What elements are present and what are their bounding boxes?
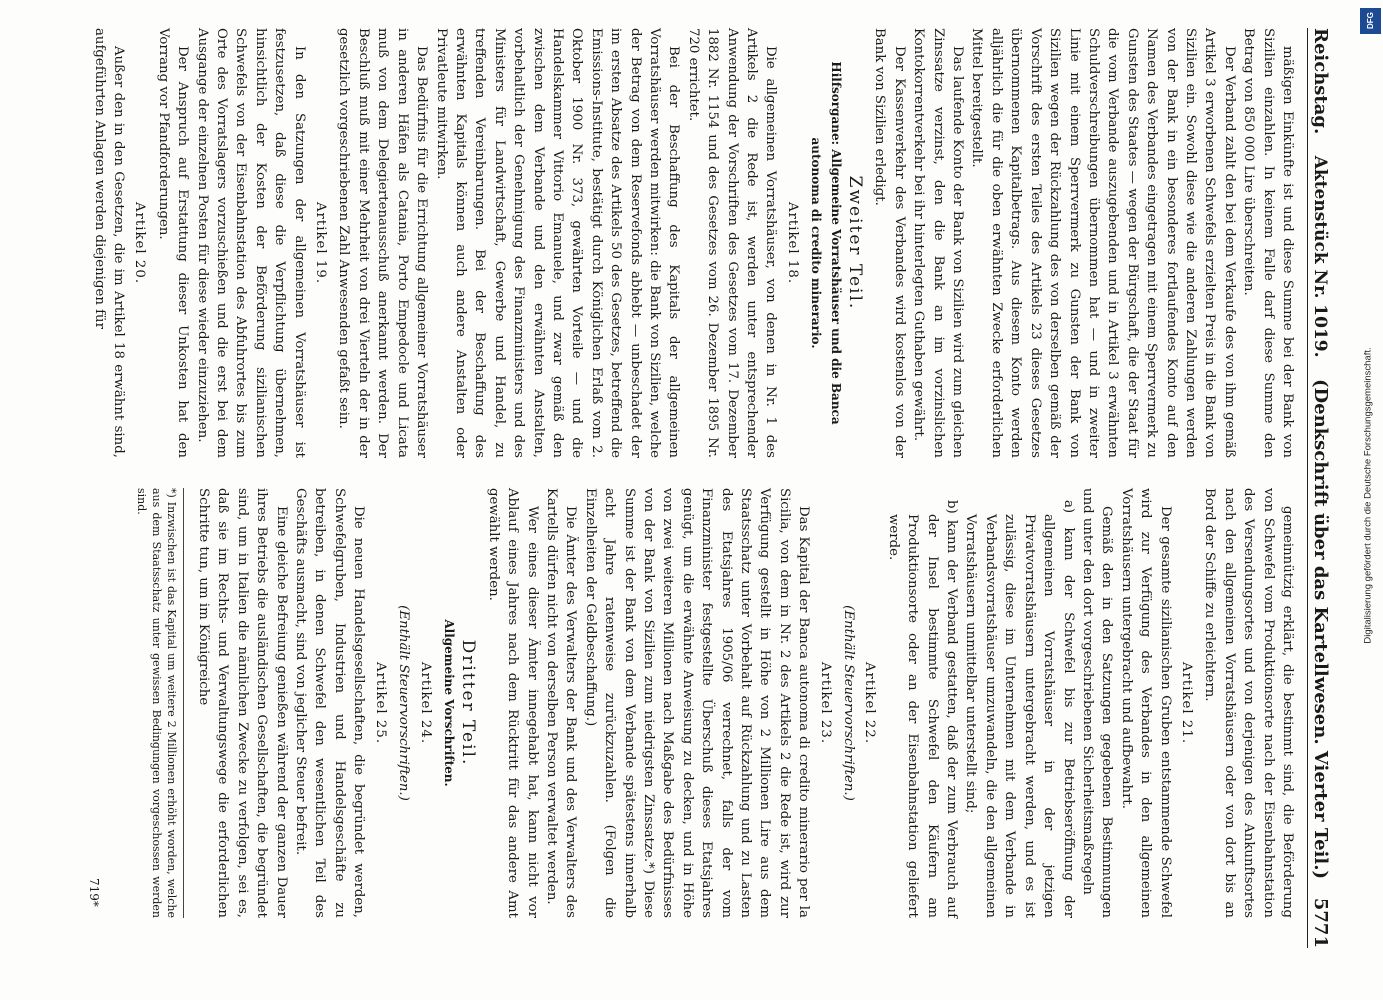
header-center: Aktenstück Nr. 1019. (1310, 155, 1330, 358)
paragraph: Bei der Beschaffung des Kapitals der allgemeinen Vorratshäuser werden mitwirken: die Bank von Sizilien, welche der Betrag von dem Reservefonds abhebt — unbeschadet der im ersten Absatze des Artikels 50 des Gesetzes, betreffend die Emissions-Institute, bestätigt durch Königlichen Erlaß vom 2. Oktober 1900 Nr. 373, gewährten Vorteile — und die Handelskammer Vittorio Emanuele, und zwar gemäß den zwischen dem Verbande und den erwähnten Anstalten, vorbehaltlich der Genehmigung des Finanzministers und des Ministers für Landwirtschaft, Gewerbe und Handel, zu treffenden Vereinbarungen. Bei der Beschaffung des erwähnten Kapitals können auch andere Anstalten oder Privatleute mitwirken. (433, 28, 682, 458)
paragraph: In den Satzungen der allgemeinen Vorratshäuser ist festzusetzen, daß diese die Verpflichtung übernehmen, hinsichtlich der Kosten der Beförderung sizilianischen Schwefels von der Eisenbahnstation des Abfuhrortes bis zum Orte des Vorratslagers vorzuschießen und die erst bei dem Ausgange der einzelnen Posten für diese wieder einzuziehen. (194, 28, 307, 458)
paragraph: Der Verband zahlt den bei dem Verkaufe des von ihm gemäß Artikel 3 erworbenen Schwefels erzielten Preis in die Bank von Sizilien ein. Sowohl diese wie die anderen Zahlungen werden von der Bank in ein besonderes fortlaufendes Konto auf den Namen des Verbandes eingetragen mit einem Sperrvermerk zu Gunsten des Staates — wegen der Bürgschaft, die der Staat für die vom Verbande auszugebenden und in Artikel 3 erwähnten Schuldverschreibungen übernommen hat — und in zweiter Linie mit einem Sperrvermerk zu Gunsten der Bank von Sizilien wegen der Rückzahlung des von derselben gemäß der Vorschrift des ersten Teiles des Artikels 23 dieses Gesetzes übernommenen Kapitalbetrags. Aus diesem Konto werden alljährlich die für die oben erwähnten Zwecke erforderlichen Mittel bereitgestellt. (969, 28, 1237, 458)
article-note: (Enthält Steuervorschriften.) (396, 605, 412, 801)
digitization-note: Digitalisierung gefördert durch die Deutsche Forschungsgemeinschaft. (1362, 347, 1374, 644)
paragraph: Wer eines dieser Ämter innegehabt hat, kann nicht vor Ablauf eines Jahres nach dem Rücktritt für das andere Amt gewählt werden. (485, 488, 540, 918)
paragraph: Der gesamte sizilianischen Gruben entstammende Schwefel wird zur Verfügung des Verbandes in den allgemeinen Vorratshäusern untergebracht und aufbewahrt. (1118, 488, 1173, 918)
rotated-page-content (61, 28, 1341, 948)
page-header (1307, 28, 1341, 948)
article-heading: Artikel 21. (1178, 661, 1194, 745)
paragraph: Eine gleiche Befreiung genießen während der ganzen Dauer ihres Betriebs die ausländischen Gesellschaften, die begründet sind, um in Italien die nämlichen Zwecke zu verfolgen, sei es, daß sie im Rechts- und Verwaltungswege die erforderlichen Schritte tun, um im Königreiche (196, 488, 289, 918)
article-heading: Artikel 20. (132, 201, 148, 285)
paragraph: Das laufende Konto der Bank von Sizilien wird zum gleichen Zinssatze verzinst, den die Bank an im vorzinslichen Kontokorrentverkehr bei ihr hinterlegten Guthaben gewährt. (911, 28, 966, 458)
paragraph: mäßigen Einkünfte ist und diese Summe bei der Bank von Sizilien einzahlen. In keinem Falle darf diese Summe den Betrag von 850 000 Lire überschreiten. (1241, 28, 1295, 458)
paragraph: Die allgemeinen Vorratshäuser, von denen in Nr. 1 des Artikels 2 die Rede ist, werden unter entsprechender Anwendung der Vorschriften des Gesetzes vom 17. Dezember 1882 Nr. 1154 und des Gesetzes vom 26. Dezember 1895 Nr. 720 errichtet. (685, 28, 779, 458)
paragraph: Der Kassenverkehr des Verbandes wird kostenlos von der Bank von Sizilien erledigt. (872, 28, 907, 458)
article-heading: Artikel 25. (372, 661, 388, 745)
list-item: b) kann der Verband gestatten, daß der zum Verbrauch auf der Insel bestimmte Schwefel den Käufern am Produktionsorte oder an der Eisenbahnstation geliefert werde. (885, 500, 960, 918)
article-heading: Artikel 22. (862, 661, 878, 745)
part-subtitle: Allgemeine Vorschriften. (441, 619, 456, 787)
paragraph: gemeinnützig erklärt, die bestimmt sind, die Beförderung von Schwefel vom Produktionsorte nach der Eisenbahnstation des Versendungsortes und von derjenigen des Ankunftsortes nach den allgemeinen Vorratshäusern oder von dort bis an Bord der Schiffe zu erleichtern. (1202, 488, 1295, 918)
signature-mark: 719* (87, 878, 101, 907)
part-title: Dritter Teil. (458, 639, 479, 767)
header-right (1310, 379, 1331, 948)
paragraph: Die Ämter des Verwalters der Bank und des Verwalters des Kartells dürfen nicht von derselben Person verwaltet werden. (543, 488, 579, 918)
list-item: a) kann der Schwefel bis zur Betriebseröffnung der allgemeinen Vorratshäuser in der jetzigen Privatvorratshäusern untergebracht werden, und es ist zulässig, diese im Unternehmen mit dem Verbande in Verbandsvorratshäuser umzuwandeln, die den allgemeinen Vorratshäusern unmittelbar unterstellt sind; (963, 500, 1076, 918)
header-right-prefix: (Denkschrift über das Kartellwesen. (1310, 378, 1331, 745)
paragraph: Die neuen Handelsgesellschaften, die begründet werden, Schwefelgruben, Industrien und Handelsgeschäfte zu betreiben, in denen Schwefel den wesentlichen Teil des Geschäfts ausmacht, sind von jeglicher Steuer befreit. (293, 488, 367, 918)
left-column (89, 28, 1297, 458)
paragraph: Außer den in den Gesetzen, die im Artikel 18 erwähnt sind, aufgeführten Anlagen werden diejenigen für (91, 28, 127, 458)
paragraph: Der Anspruch auf Erstattung dieser Unkosten hat den Vorrang vor Pfandforderungen. (155, 28, 191, 458)
paragraph: Gemäß den in den Satzungen gegebenen Bestimmungen und unter den dort vorgeschriebenen Sicherheitsmaßregeln (1079, 488, 1115, 918)
page-number: 5771 (1310, 897, 1331, 948)
article-heading: Artikel 18. (784, 201, 800, 285)
part-title: Zweiter Teil. (845, 175, 866, 311)
article-note: (Enthält Steuervorschriften.) (841, 605, 857, 801)
part-subtitle: autonoma di credito minerario. (809, 137, 824, 349)
header-left: Reichstag. (1310, 28, 1331, 135)
right-column (134, 488, 1297, 918)
article-heading: Artikel 19. (313, 201, 329, 285)
footnote-text: *) Inzwischen ist das Kapital um weitere 2 Millionen erhöht worden, welche aus dem Staatsschatz unter gewissen Bedingungen vorgeschossen werden sind. (134, 488, 178, 918)
paragraph: Das Bedürfnis für die Errichtung allgemeiner Vorratshäuser in anderen Häfen als Catania, Porto Empedocle und Licata muß von dem Delegiertenausschuß anerkannt werden. Der Beschluß muß mit einer Mehrheit von drei Vierteln der in der gesetzlich vorgeschriebenen Zahl Anwesenden gefaßt sein. (336, 28, 430, 458)
dfg-logo-icon: DFG (1360, 8, 1381, 34)
article-heading: Artikel 24. (417, 661, 433, 745)
header-right-part: Vierter Teil.) (1310, 750, 1331, 880)
part-subtitle: Hilfsorgane: Allgemeine Vorratshäuser und die Banca (828, 61, 843, 425)
side-margin (1358, 0, 1383, 1000)
paragraph: Das Kapital der Banca autonoma di credito minerario per la Sicilia, von dem in Nr. 2 des Artikels 2 die Rede ist, wird zur Verfügung gestellt in Höhe von 2 Millionen Lire aus dem Staatsschatz unter Vorbehalt auf Rückzahlung und zu Lasten des Etatsjahres 1905/06 verrechnet, falls der vom Finanzminister festgestellte Überschuß dieses Etatsjahres genügt, um die erwähnte Anweisung zu decken, und in Höhe von zwei weiteren Millionen nach Maßgabe des Bedürfnisses von der Bank von Sizilien zum niedrigsten Zinssatze.*) Diese Summe ist der Bank von dem Verbande spätestens innerhalb acht Jahre ratenweise zurückzuzahlen. (Folgen die Einzelheiten der Geldbeschaffung.) (582, 488, 812, 918)
footnote (134, 488, 184, 918)
article-heading: Artikel 23. (817, 661, 833, 745)
